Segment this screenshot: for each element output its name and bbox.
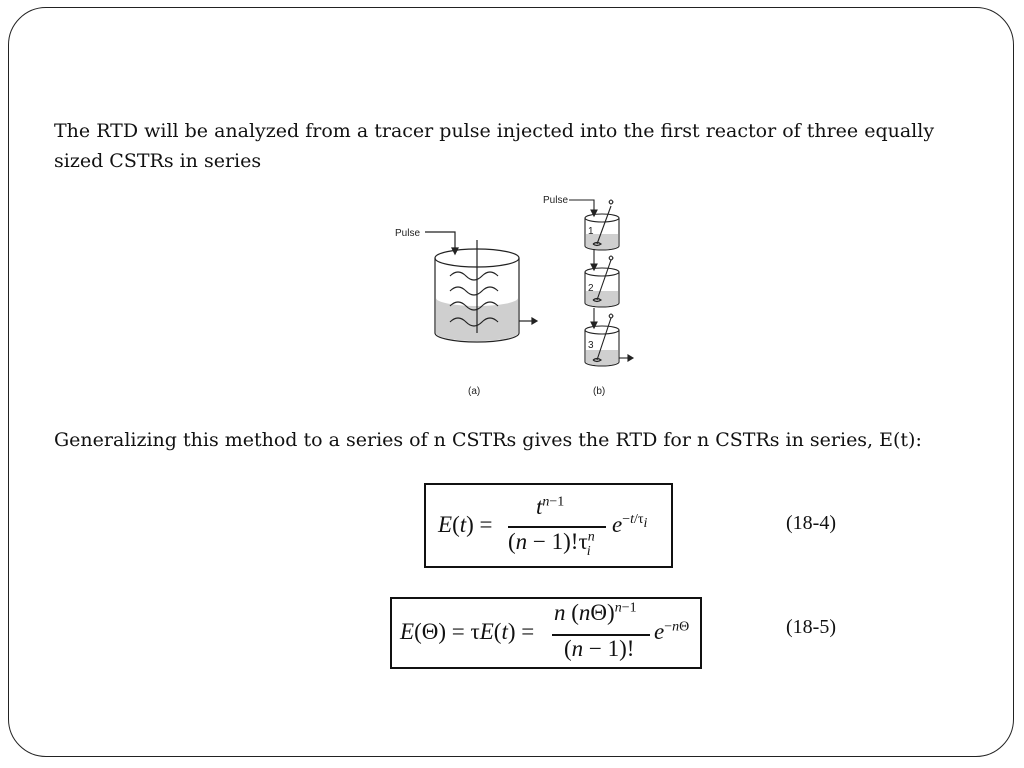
generalization-paragraph: Generalizing this method to a series of n CSTRs gives the RTD for n CSTRs in series, E(t): — [54, 429, 922, 451]
series-cstr-diagram — [569, 200, 633, 366]
eq2-numerator: n $(n\Theta)^{n-1}$ — [554, 600, 637, 625]
single-cstr-diagram — [425, 232, 537, 342]
eq2-lhs: E(Θ) = τE(t) = — [400, 619, 535, 644]
eq2-denominator: (n − 1)! — [564, 636, 635, 661]
eq1-lhs: E(t) = — [438, 512, 493, 537]
pulse-label-b: Pulse — [543, 195, 569, 206]
eq1-numerator: $t^{n-1}$ — [536, 494, 565, 519]
caption-a: (a) — [468, 386, 481, 397]
eq1-denominator: $(n - 1)!\tau^n_i$ — [508, 529, 595, 559]
intro-paragraph: The RTD will be analyzed from a tracer pulse injected into the first reactor of three equally sized CSTRs in series — [54, 120, 935, 172]
reactor-figure — [385, 188, 645, 408]
caption-b: (b) — [593, 386, 606, 397]
equation-18-5-number: (18-5) — [786, 616, 836, 638]
reactor-1-label: 1 — [588, 226, 594, 237]
reactor-3-label: 3 — [588, 340, 594, 351]
equation-18-4-number: (18-4) — [786, 512, 836, 534]
equation-18-4-box — [424, 483, 673, 568]
pulse-label-a: Pulse — [395, 228, 421, 239]
reactor-2-label: 2 — [588, 283, 594, 294]
eq2-exponential: $e^{-n\Theta}$ — [654, 619, 690, 644]
eq1-fraction-bar — [508, 526, 606, 528]
eq1-exponential: $e^{-t/\tau_i}$ — [612, 512, 648, 537]
equation-18-5-box — [390, 597, 702, 669]
